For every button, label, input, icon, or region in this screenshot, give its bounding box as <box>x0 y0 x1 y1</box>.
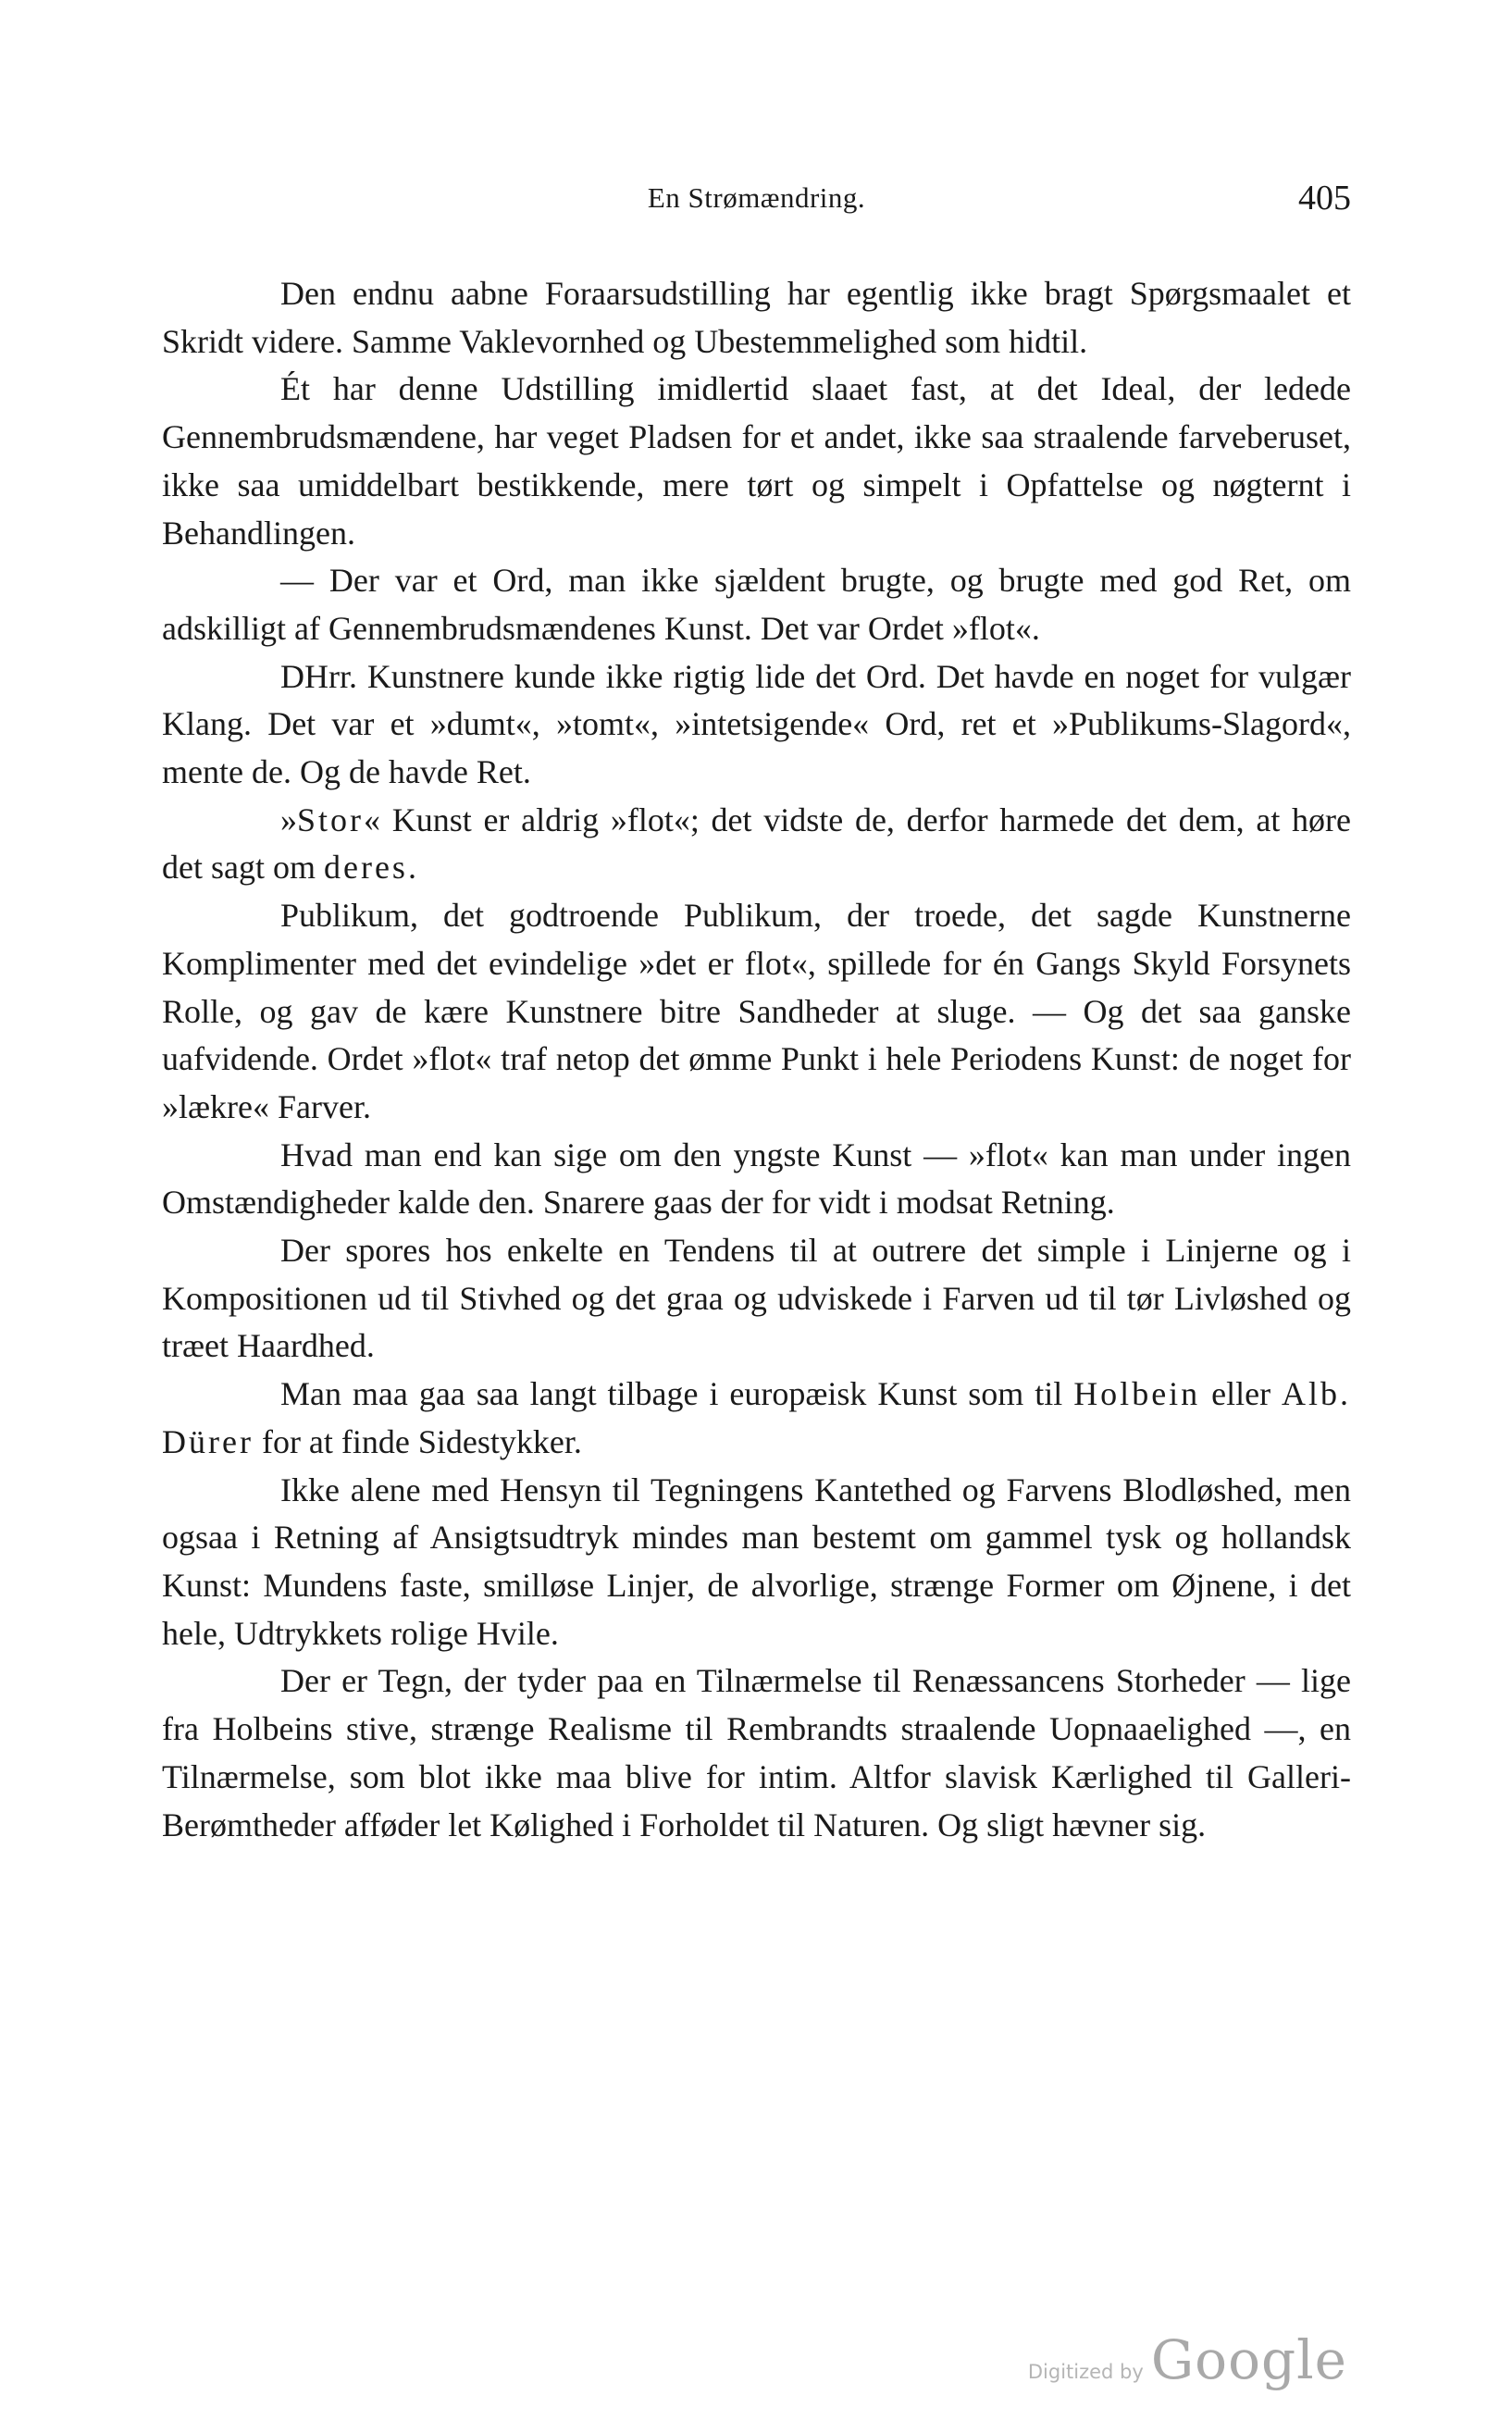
page-header <box>162 181 1351 228</box>
paragraph-text: Publikum, det godtroende Publikum, der troede, det sagde Kunstnerne Komplimenter med det evindelige »det er flot«, spillede for én Gangs Skyld Forsynets Rolle, og gav de kære Kunstnere bitre Sandheder at sluge. — Og det saa ganske uafvidende. Ordet »flot« traf netop det ømme Punkt i hele Periodens Kunst: de noget for »lækre« Farver. <box>162 897 1351 1125</box>
paragraph-text: « Kunst er aldrig »flot«; det vidste de, derfor harmede det dem, at høre det sagt om <box>162 800 1351 887</box>
spaced-emphasis-text: Holbein <box>1073 1375 1201 1413</box>
body-text <box>162 270 1351 1849</box>
paragraph-text: eller <box>1200 1375 1283 1413</box>
paragraph-text: DHrr. Kunstnere kunde ikke rigtig lide det Ord. Det havde en noget for vulgær Klang. Det var et »dumt«, »tomt«, »intetsigende« Ord, ret et »Publikums-Slagord«, mente de. Og de havde Ret. <box>162 657 1351 791</box>
spaced-emphasis-text: deres <box>323 849 408 887</box>
paragraph-text: Der er Tegn, der tyder paa en Tilnærmelse til Renæssancens Storheder — lige fra Holbeins stive, strænge Realisme til Rembrandts straalende Uopnaaelighed —, en Tilnærmelse, som blot ikke maa blive for intim. Altfor slavisk Kærlighed til Galleri-Berømtheder afføder let Kølighed i Forholdet til Naturen. Og sligt hævner sig. <box>162 1662 1351 1843</box>
paragraph <box>162 1371 1351 1466</box>
paragraph <box>162 1657 1351 1849</box>
paragraph-text: Den endnu aabne Foraarsudstilling har egentlig ikke bragt Spørgsmaalet et Skridt videre. Samme Vaklevornhed og Ubestemmelighed som hidtil. <box>162 275 1351 360</box>
paragraph-text: Ikke alene med Hensyn til Tegningens Kantethed og Farvens Blodløshed, men ogsaa i Retning af Ansigtsudtryk mindes man bestemt om gammel tysk og hollandsk Kunst: Mundens faste, smilløse Linjer, de alvorlige, strænge Former om Øjnene, i det hele, Udtrykkets rolige Hvile. <box>162 1471 1351 1652</box>
digitized-by-label: Digitized by <box>1027 2361 1144 2383</box>
paragraph <box>162 892 1351 1132</box>
paragraph <box>162 1467 1351 1658</box>
paragraph-text: Ét har denne Udstilling imidlertid slaaet fast, at det Ideal, der ledede Gennembrudsmændene, har veget Pladsen for et andet, ikke saa straalende farveberuset, ikke saa umiddelbart bestikkende, mere tørt og simpelt i Opfattelse og nøgternt i Behandlingen. <box>162 370 1351 552</box>
running-title: En Strømændring. <box>647 181 866 214</box>
paragraph <box>162 1227 1351 1371</box>
spaced-emphasis-text: Alb. Dürer <box>162 1375 1352 1460</box>
paragraph-text: . <box>407 849 416 887</box>
paragraph <box>162 366 1351 557</box>
digitized-by-watermark <box>1028 2328 1347 2391</box>
spaced-emphasis-text: Stor <box>297 800 365 838</box>
paragraph <box>162 270 1351 366</box>
paragraph <box>162 1132 1351 1227</box>
paragraph <box>162 653 1351 797</box>
paragraph-text: » <box>280 800 297 838</box>
paragraph-text: for at finde Sidestykker. <box>253 1422 582 1460</box>
paragraph-text: Der spores hos enkelte en Tendens til at outrere det simple i Linjerne og i Kompositionen ud til Stivhed og det graa og udviskede i Farven ud til tør Livløshed og træet Haardhed. <box>162 1232 1351 1365</box>
page-number: 405 <box>1298 179 1351 217</box>
paragraph-text: — Der var et Ord, man ikke sjældent brugte, og brugte med god Ret, om adskilligt af Gennembrudsmændenes Kunst. Det var Ordet »flot«. <box>162 562 1351 647</box>
google-logo: Google <box>1150 2328 1347 2391</box>
paragraph <box>162 797 1351 892</box>
paragraph-text: Man maa gaa saa langt tilbage i europæisk Kunst som til <box>280 1375 1074 1413</box>
paragraph-text: Hvad man end kan sige om den yngste Kunst — »flot« kan man under ingen Omstændigheder kalde den. Snarere gaas der for vidt i modsat Retning. <box>162 1136 1351 1222</box>
paragraph <box>162 557 1351 652</box>
